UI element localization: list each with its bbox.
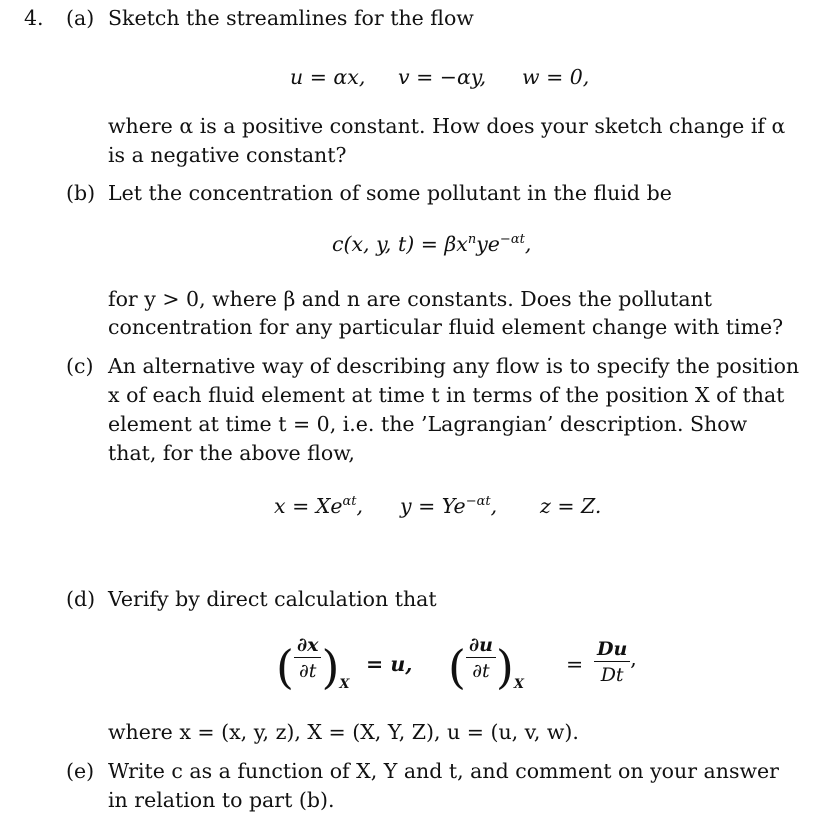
- part-c-line1: An alternative way of describing any flow is to specify the position: [108, 354, 800, 378]
- part-a-eq-w: w = 0,: [522, 65, 590, 89]
- part-b-line1: for y > 0, where β and n are constants. Does the pollutant: [108, 287, 712, 311]
- part-b-eq-exp: −αt: [499, 232, 525, 248]
- Du: Du: [594, 638, 630, 662]
- part-b-eq-mid: ye: [476, 232, 500, 256]
- part-c-eq-x-exp: αt: [342, 494, 357, 510]
- Dt: Dt: [600, 664, 624, 686]
- part-d-derivative-x: ( $\frac{\partial x}{\partial t}$ )$_X$: [276, 634, 350, 694]
- partial-u: ∂u: [466, 634, 496, 658]
- part-d-eq-u: = u,: [366, 652, 413, 676]
- part-e-label: (e): [66, 759, 95, 783]
- sub-X-1: X: [339, 677, 350, 693]
- partial-x: ∂x: [294, 634, 321, 658]
- part-a-intro: Sketch the streamlines for the flow: [108, 6, 474, 30]
- partial-t: ∂t: [298, 660, 317, 682]
- part-c-line4: that, for the above flow,: [108, 441, 355, 465]
- part-d-derivative-u: ( $\frac{\partial u}{\partial t}$ )$_X$: [448, 634, 524, 694]
- part-d-where: where x = (x, y, z), X = (X, Y, Z), u = (u, v, w).: [108, 720, 579, 744]
- part-e-line2: in relation to part (b).: [108, 788, 335, 812]
- part-b-eq-lhs: c(x, y, t) = βx: [332, 232, 468, 256]
- sub-X-2: X: [513, 677, 524, 693]
- part-a-eq-u: u = αx,: [290, 65, 366, 89]
- part-a-label: (a): [66, 6, 95, 30]
- part-c-eq-z: z = Z.: [540, 494, 602, 518]
- part-c-eq-y-exp: −αt: [465, 494, 491, 510]
- part-b-equation: [332, 232, 531, 256]
- part-d-eq-eq: =: [566, 652, 584, 676]
- part-b-label: (b): [66, 181, 96, 205]
- part-b-eq-end: ,: [524, 232, 532, 256]
- problem-number: 4.: [24, 6, 44, 30]
- part-c-eq-x-base: x = Xe: [274, 494, 343, 518]
- part-d-comma: ,: [630, 646, 637, 671]
- part-c-label: (c): [66, 354, 94, 378]
- part-c-eq-x: [274, 494, 363, 518]
- part-d-intro: Verify by direct calculation that: [108, 587, 437, 611]
- part-c-eq-x-comma: ,: [356, 494, 364, 518]
- part-c-line2: x of each fluid element at time t in terms of the position X of that: [108, 383, 785, 407]
- part-a-line2: is a negative constant?: [108, 143, 347, 167]
- part-c-line3: element at time t = 0, i.e. the ’Lagrangian’ description. Show: [108, 412, 748, 436]
- part-b-intro: Let the concentration of some pollutant in the fluid be: [108, 181, 672, 205]
- part-b-line2: concentration for any particular fluid element change with time?: [108, 315, 784, 339]
- part-c-eq-y-comma: ,: [490, 494, 498, 518]
- part-a-eq-v: v = −αy,: [398, 65, 487, 89]
- part-c-eq-y: [400, 494, 497, 518]
- part-e-line1: Write c as a function of X, Y and t, and comment on your answer: [108, 759, 779, 783]
- part-d-material-derivative: [594, 638, 637, 686]
- part-c-eq-y-base: y = Ye: [400, 494, 466, 518]
- part-a-line1: where α is a positive constant. How does your sketch change if α: [108, 114, 786, 138]
- part-b-eq-n: n: [467, 232, 477, 248]
- partial-t-2: ∂t: [472, 660, 490, 682]
- part-d-label: (d): [66, 587, 96, 611]
